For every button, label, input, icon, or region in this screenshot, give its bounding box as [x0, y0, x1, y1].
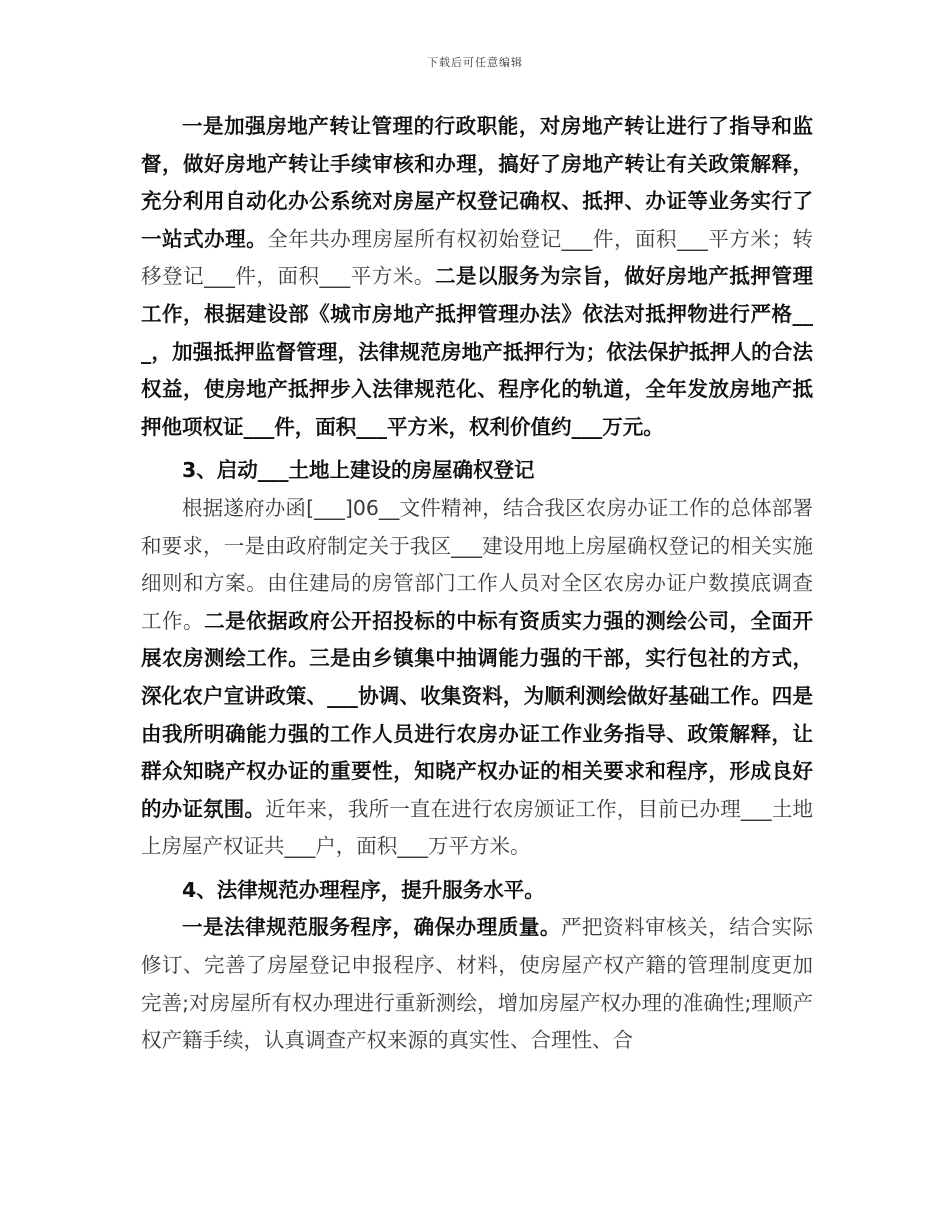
- heading-text: 3、启动___土地上建设的房屋确权登记: [182, 458, 535, 483]
- page-header: 下载后可任意编辑: [427, 56, 523, 69]
- text-segment: 严把资料审核关，结合实际修订、完善了房屋登记申报程序、材料，使房屋产权产籍的管理制度更加完善;对房屋所有权办理进行重新测绘，增加房屋产权办理的准确性;理顺产权产籍手续，认真调查产权来源的真实性、合理性、合: [141, 915, 814, 1053]
- text-segment: 根据遂府办函[___]06__文件精神，结合我区农房办证工作的总体部署和要求，一是由政府制定关于我区___建设用地上房屋确权登记的相关实施细则和方案。由住建局的房管部门工作人员对全区农房办证户数摸底调查工作。: [141, 495, 813, 633]
- document-body: [141, 108, 813, 1060]
- section-heading-3: [141, 452, 813, 490]
- text-segment: 一是法律规范服务程序，确保办理质量。: [182, 915, 561, 940]
- paragraph-rural-housing: [141, 490, 813, 866]
- heading-text: 4、法律规范办理程序，提升服务水平。: [182, 877, 545, 902]
- text-segment: 全年共办理房屋所有权初始登记___件，面积___平方米；转移登记___件，面积___平方米。: [141, 226, 814, 289]
- paragraph-real-estate-transfer: [141, 108, 813, 446]
- text-segment: 二是以服务为宗旨，做好房地产抵押管理工作，根据建设部《城市房地产抵押管理办法》依法对抵押物进行严格___，加强抵押监督管理，法律规范房地产抵押行为；依法保护抵押人的合法权益，使房地产抵押步入法律规范化、程序化的轨道，全年发放房地产抵押他项权证___件，面积___平方米，权利价值约___万元。: [141, 264, 814, 439]
- section-heading-4: [141, 872, 813, 910]
- text-segment: 近年来，我所一直在进行农房颁证工作，目前已办理___土地上房屋产权证共___户，面积___万平方米。: [141, 796, 814, 859]
- paragraph-service-procedure: [141, 909, 813, 1059]
- text-segment: 二是依据政府公开招投标的中标有资质实力强的测绘公司，全面开展农房测绘工作。三是由乡镇集中抽调能力强的干部，实行包社的方式，深化农户宣讲政策、___协调、收集资料，为顺利测绘做好基础工作。四是由我所明确能力强的工作人员进行农房办证工作业务指导、政策解释，让群众知晓产权办证的重要性，知晓产权办证的相关要求和程序，形成良好的办证氛围。: [141, 608, 814, 821]
- text-segment: 一是加强房地产转让管理的行政职能，对房地产转让进行了指导和监督，做好房地产转让手续审核和办理，搞好了房地产转让有关政策解释，充分利用自动化办公系统对房屋产权登记确权、抵押、办证等业务实行了一站式办理。: [141, 114, 813, 251]
